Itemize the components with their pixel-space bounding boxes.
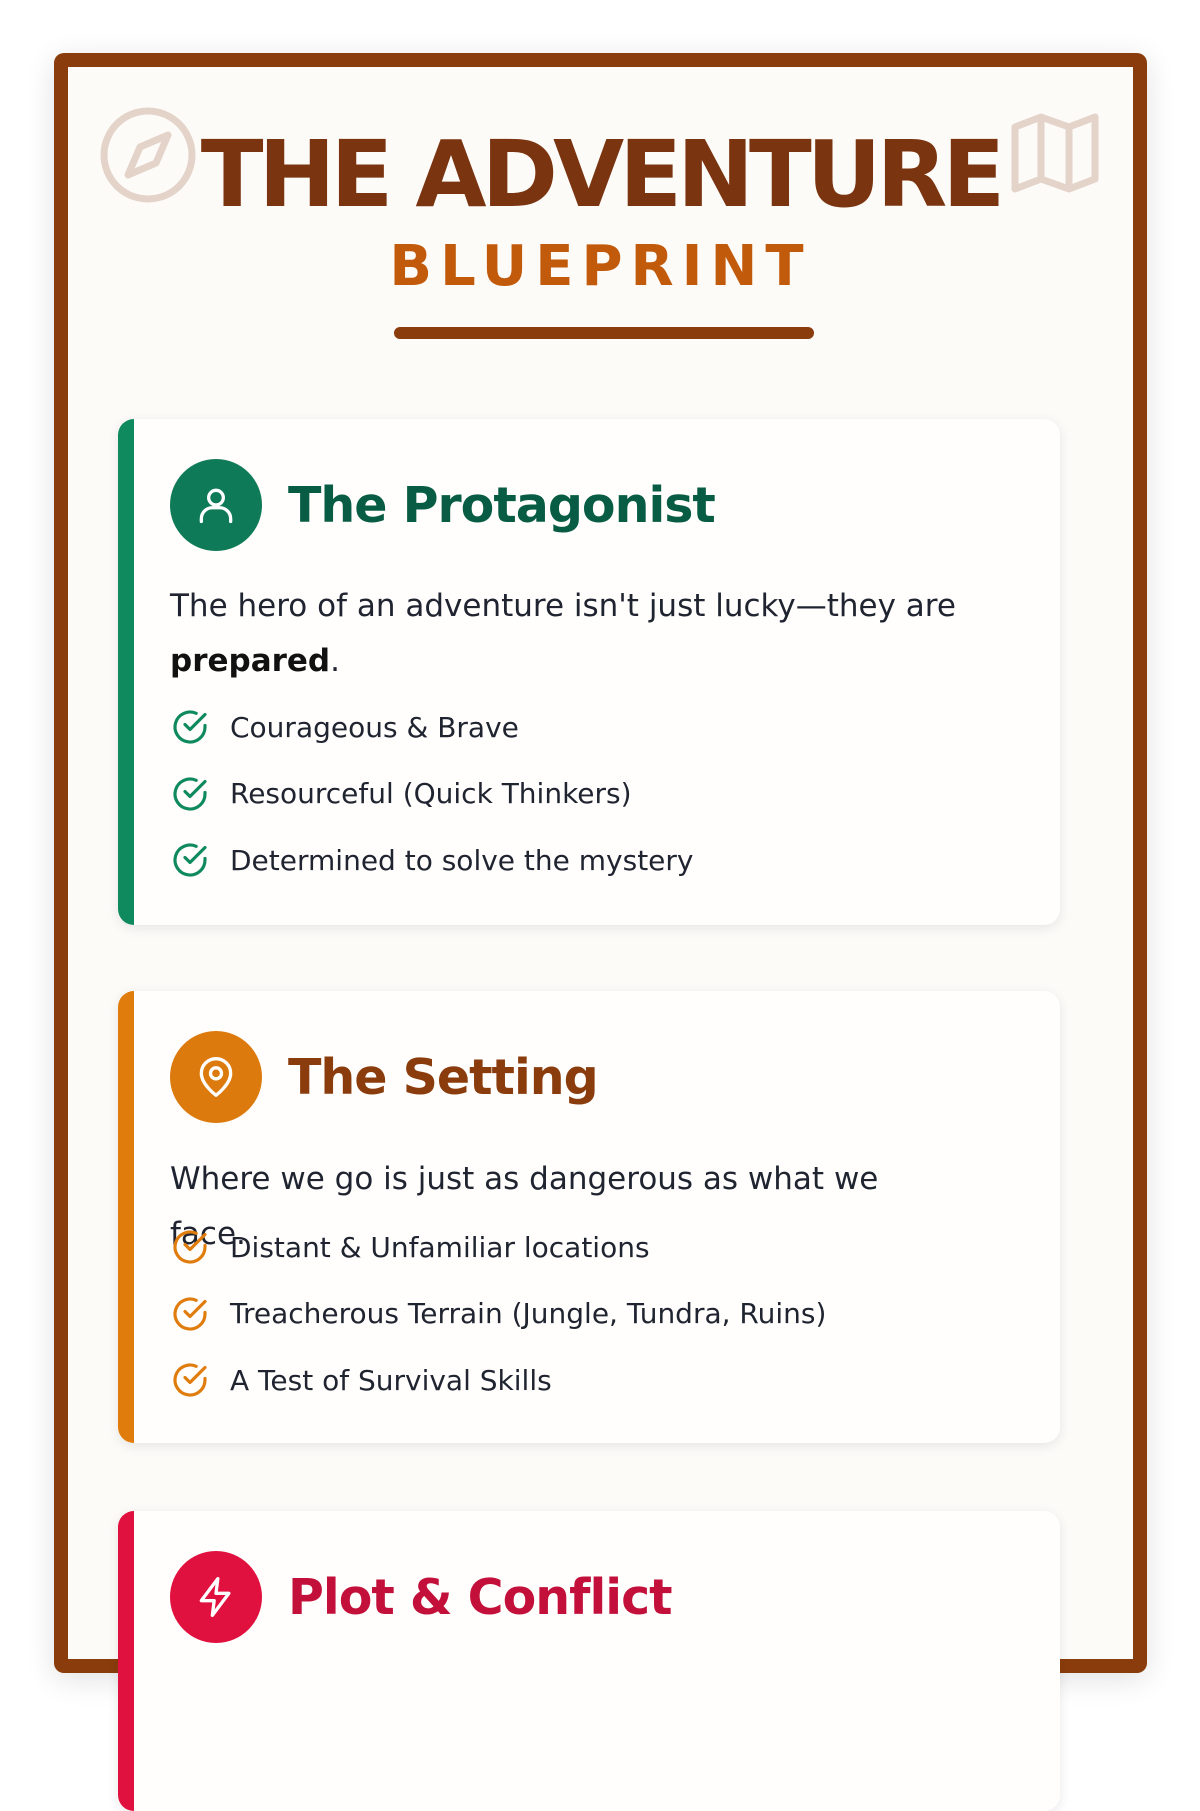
card-title: Plot & Conflict [288, 1568, 672, 1626]
check-circle-icon [170, 774, 210, 814]
page-subtitle: BLUEPRINT [389, 234, 812, 299]
emphasis-text: prepared [170, 643, 331, 679]
lightning-icon [170, 1551, 262, 1643]
card-accent-bar [118, 991, 134, 1443]
card-title: The Protagonist [288, 476, 715, 534]
protagonist-card [118, 419, 1060, 925]
check-circle-icon [170, 840, 210, 880]
setting-list [170, 1227, 826, 1427]
check-circle-icon [170, 1227, 210, 1267]
title-divider [394, 327, 814, 339]
card-header [170, 1031, 598, 1123]
user-icon [170, 459, 262, 551]
card-header [170, 459, 715, 551]
map-pin-icon [170, 1031, 262, 1123]
list-item: Determined to solve the mystery [170, 840, 694, 880]
page-title: THE ADVENTURE [200, 121, 1001, 228]
setting-card [118, 991, 1060, 1443]
card-header [170, 1551, 672, 1643]
card-description: The hero of an adventure isn't just lucky—they are prepared. [170, 588, 956, 679]
list-item: Resourceful (Quick Thinkers) [170, 774, 694, 814]
trait-list [170, 707, 694, 907]
check-circle-icon [170, 1360, 210, 1400]
card-description: Where we go is just as dangerous as what we face. [170, 1161, 879, 1252]
list-item: Treacherous Terrain (Jungle, Tundra, Ruins) [170, 1294, 826, 1334]
list-item: A Test of Survival Skills [170, 1360, 826, 1400]
list-item: Distant & Unfamiliar locations [170, 1227, 826, 1267]
card-accent-bar [118, 1511, 134, 1811]
plot-conflict-card [118, 1511, 1060, 1811]
list-item: Courageous & Brave [170, 707, 694, 747]
card-title: The Setting [288, 1048, 598, 1106]
check-circle-icon [170, 1294, 210, 1334]
card-accent-bar [118, 419, 134, 925]
poster-frame [54, 53, 1147, 1673]
check-circle-icon [170, 707, 210, 747]
